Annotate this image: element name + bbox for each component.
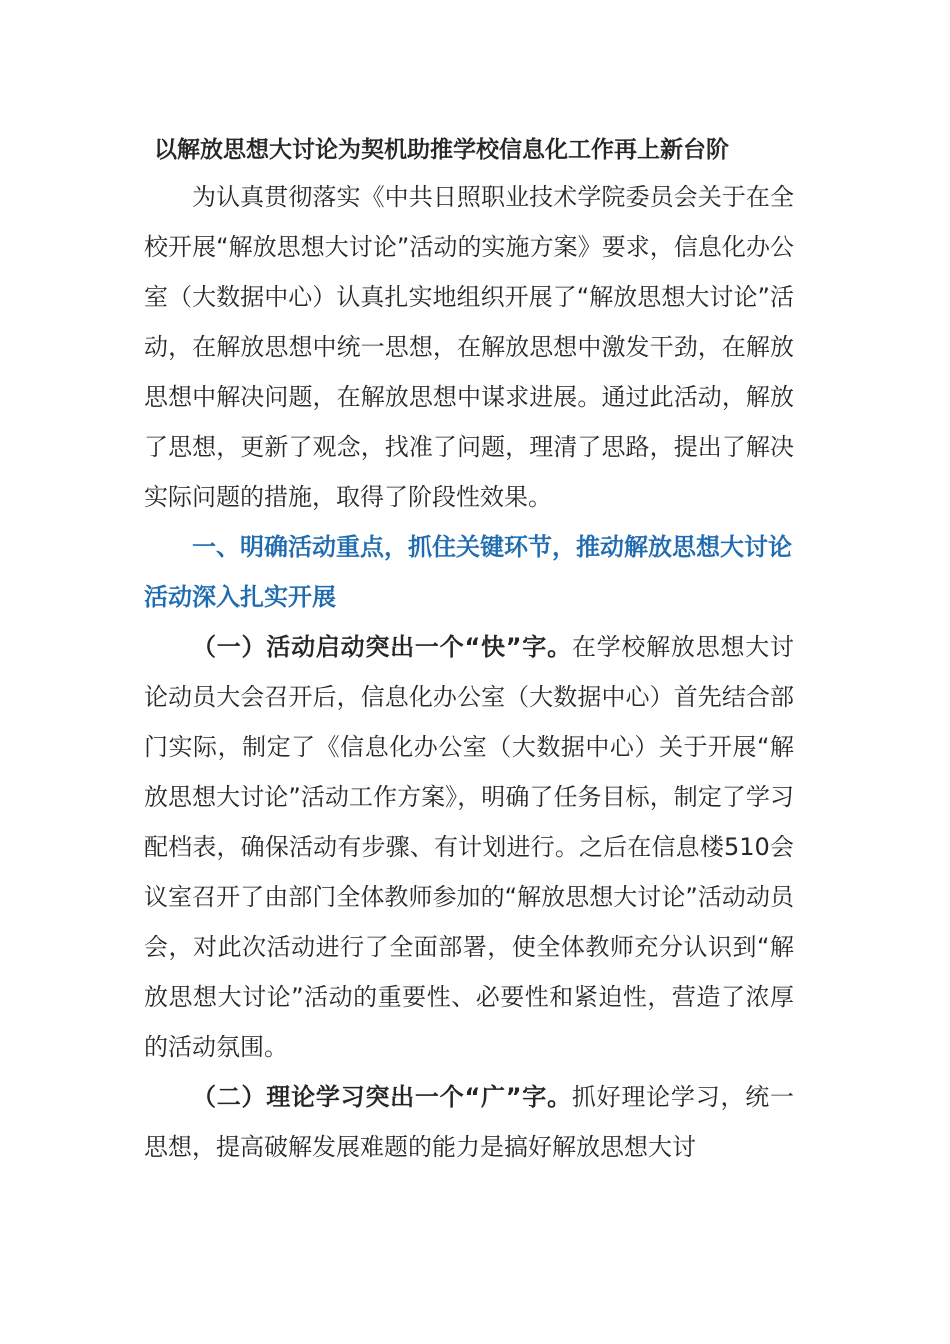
paragraph-item-2 — [144, 1072, 794, 1172]
document-page — [144, 128, 794, 1172]
paragraph-item-2-body: 抓好理论学习，统一思想，提高破解发展难题的能力是搞好解放思想大讨 — [144, 1083, 795, 1161]
document-title: 以解放思想大讨论为契机助推学校信息化工作再上新台阶 — [154, 137, 729, 163]
paragraph-item-1 — [144, 622, 794, 1072]
sub-heading-1: （一）活动启动突出一个“快”字。 — [192, 633, 572, 661]
paragraph-item-1-body: 在学校解放思想大讨论动员大会召开后，信息化办公室（大数据中心）首先结合部门实际，制定了《信息化办公室（大数据中心）关于开展“解放思想大讨论”活动工作方案》，明确了任务目标，制定了学习配档表，确保活动有步骤、有计划进行。之后在信息楼510会议室召开了由部门全体教师参加的“解放思想大讨论”活动动员会，对此次活动进行了全面部署，使全体教师充分认识到“解放思想大讨论”活动的重要性、必要性和紧迫性，营造了浓厚的活动氛围。 — [144, 633, 795, 1061]
section-heading: 一、明确活动重点，抓住关键环节，推动解放思想大讨论活动深入扎实开展 — [144, 533, 792, 611]
sub-heading-2: （二）理论学习突出一个“广”字。 — [192, 1083, 572, 1111]
intro-paragraph: 为认真贯彻落实《中共日照职业技术学院委员会关于在全校开展“解放思想大讨论”活动的实施方案》要求，信息化办公室（大数据中心）认真扎实地组织开展了“解放思想大讨论”活动，在解放思想中统一思想，在解放思想中激发干劲，在解放思想中解决问题，在解放思想中谋求进展。通过此活动，解放了思想，更新了观念，找准了问题，理清了思路，提出了解决实际问题的措施，取得了阶段性效果。 — [144, 183, 794, 511]
